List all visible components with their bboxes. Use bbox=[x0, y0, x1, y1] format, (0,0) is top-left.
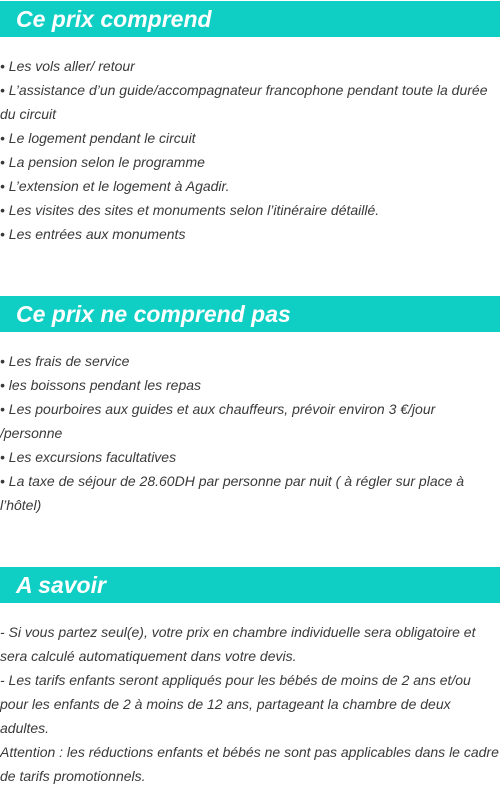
list-item: • L’assistance d’un guide/accompagnateur francophone pendant toute la durée du circuit bbox=[0, 82, 488, 122]
not-included-list bbox=[0, 349, 500, 517]
section-good-to-know bbox=[0, 567, 500, 788]
list-item: • Les entrées aux monuments bbox=[0, 226, 186, 242]
list-item: • Les frais de service bbox=[0, 353, 130, 369]
list-item: • L’extension et le logement à Agadir. bbox=[0, 178, 230, 194]
section-not-included bbox=[0, 296, 500, 517]
list-item: Attention : les réductions enfants et bébés ne sont pas applicables dans le cadre de tarifs promotionnels. bbox=[0, 744, 499, 784]
included-list bbox=[0, 54, 500, 246]
list-item: • Les visites des sites et monuments selon l’itinéraire détaillé. bbox=[0, 202, 380, 218]
list-item: • La taxe de séjour de 28.60DH par personne par nuit ( à régler sur place à l’hôtel) bbox=[0, 473, 465, 513]
list-item: • Le logement pendant le circuit bbox=[0, 130, 196, 146]
section-included bbox=[0, 1, 500, 246]
list-item: - Si vous partez seul(e), votre prix en chambre individuelle sera obligatoire et sera calculé automatiquement dans votre devis. bbox=[0, 624, 476, 664]
list-item: • Les vols aller/ retour bbox=[0, 58, 135, 74]
list-item: • Les pourboires aux guides et aux chauffeurs, prévoir environ 3 €/jour /personne bbox=[0, 401, 436, 441]
section-title-good-to-know: A savoir bbox=[0, 567, 500, 603]
list-item: • La pension selon le programme bbox=[0, 154, 205, 170]
list-item: • les boissons pendant les repas bbox=[0, 377, 202, 393]
list-item: • Les excursions facultatives bbox=[0, 449, 177, 465]
section-title-not-included: Ce prix ne comprend pas bbox=[0, 296, 500, 332]
section-title-included: Ce prix comprend bbox=[0, 1, 500, 37]
list-item: - Les tarifs enfants seront appliqués pour les bébés de moins de 2 ans et/ou pour les enfants de 2 à moins de 12 ans, partageant la chambre de deux adultes. bbox=[0, 672, 471, 736]
